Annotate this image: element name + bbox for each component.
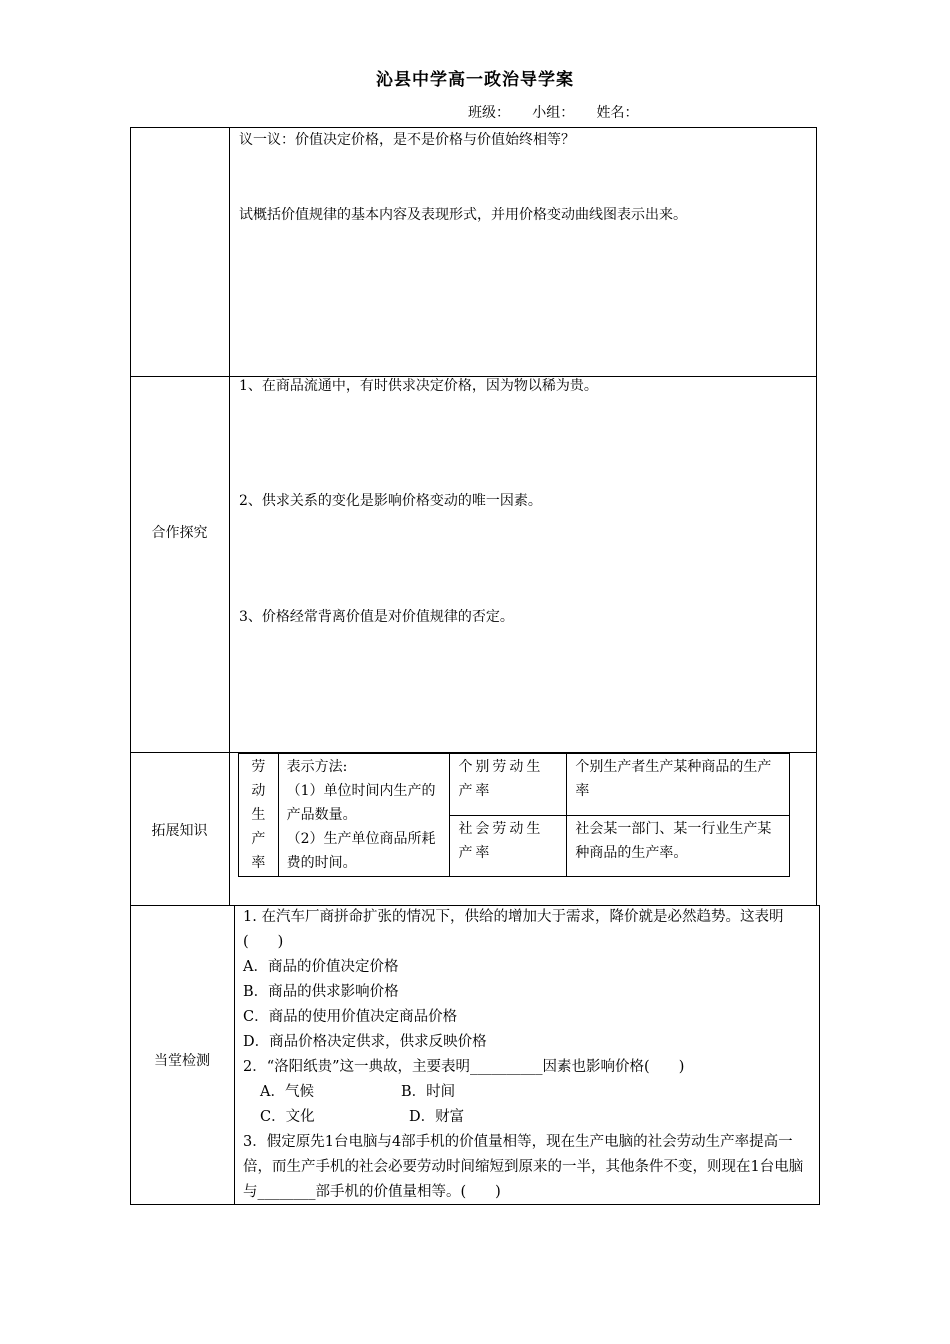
q1-option-d: D．商品价格决定供求，供求反映价格 [243,1034,487,1050]
productivity-heading-cell [239,754,279,877]
question-3: 3．假定原先1台电脑与4部手机的价值量相等，现在生产电脑的社会劳动生产率提高一倍，而生产手机的社会必要劳动时间缩短到原来的一半，其他条件不变，则现在1台电脑与________部手机的价值量相等。( ) [243,1134,804,1200]
column-divider [229,127,230,906]
heading-char: 生 [251,807,266,823]
student-info-line: 班级： 小组： 姓名： [468,105,639,121]
heading-char: 动 [251,783,266,799]
method-item-2: （2）生产单位商品所耗费的时间。 [286,831,436,871]
q1-option-b: B．商品的供求影响价格 [243,984,399,1000]
term-individual: 个别劳动生产率 [450,754,567,816]
section-label-cooperation: 合作探究 [151,525,208,541]
heading-char: 产 [251,831,266,847]
statement-3: 3、价格经常背离价值是对价值规律的否定。 [239,609,514,625]
q2-option-d: D．财富 [409,1109,465,1125]
definition-individual: 个别生产者生产某种商品的生产率 [567,754,790,816]
question-1: 1. 在汽车厂商拼命扩张的情况下，供给的增加大于需求，降价就是必然趋势。这表明( ) [243,909,784,950]
column-divider-test [234,905,235,1205]
q2-option-c: C．文化 [260,1109,315,1125]
discussion-question: 议一议：价值决定价格，是不是价格与价值始终相等？ [239,132,575,148]
method-title: 表示方法: [286,759,348,775]
question-2: 2．“洛阳纸贵”这一典故，主要表明__________因素也影响价格( ) [243,1059,685,1075]
q1-option-a: A．商品的价值决定价格 [243,959,399,975]
summarize-task: 试概括价值规律的基本内容及表现形式，并用价格变动曲线图表示出来。 [239,207,687,223]
definition-social: 社会某一部门、某一行业生产某种商品的生产率。 [567,815,790,877]
heading-char: 劳 [251,759,266,775]
statement-2: 2、供求关系的变化是影响价格变动的唯一因素。 [239,493,542,509]
section-label-extension: 拓展知识 [151,823,208,839]
q2-option-b: B．时间 [401,1084,456,1100]
q1-option-c: C．商品的使用价值决定商品价格 [243,1009,458,1025]
method-cell [278,754,450,877]
heading-char: 率 [251,855,266,871]
statement-1: 1、在商品流通中，有时供求决定价格，因为物以稀为贵。 [239,378,598,394]
document-title: 沁县中学高一政治导学案 [376,70,574,90]
productivity-table [238,753,790,877]
section-label-test: 当堂检测 [154,1053,210,1069]
method-item-1: （1）单位时间内生产的产品数量。 [286,783,436,823]
q2-option-a: A．气候 [260,1084,314,1100]
term-social: 社会劳动生产率 [450,815,567,877]
